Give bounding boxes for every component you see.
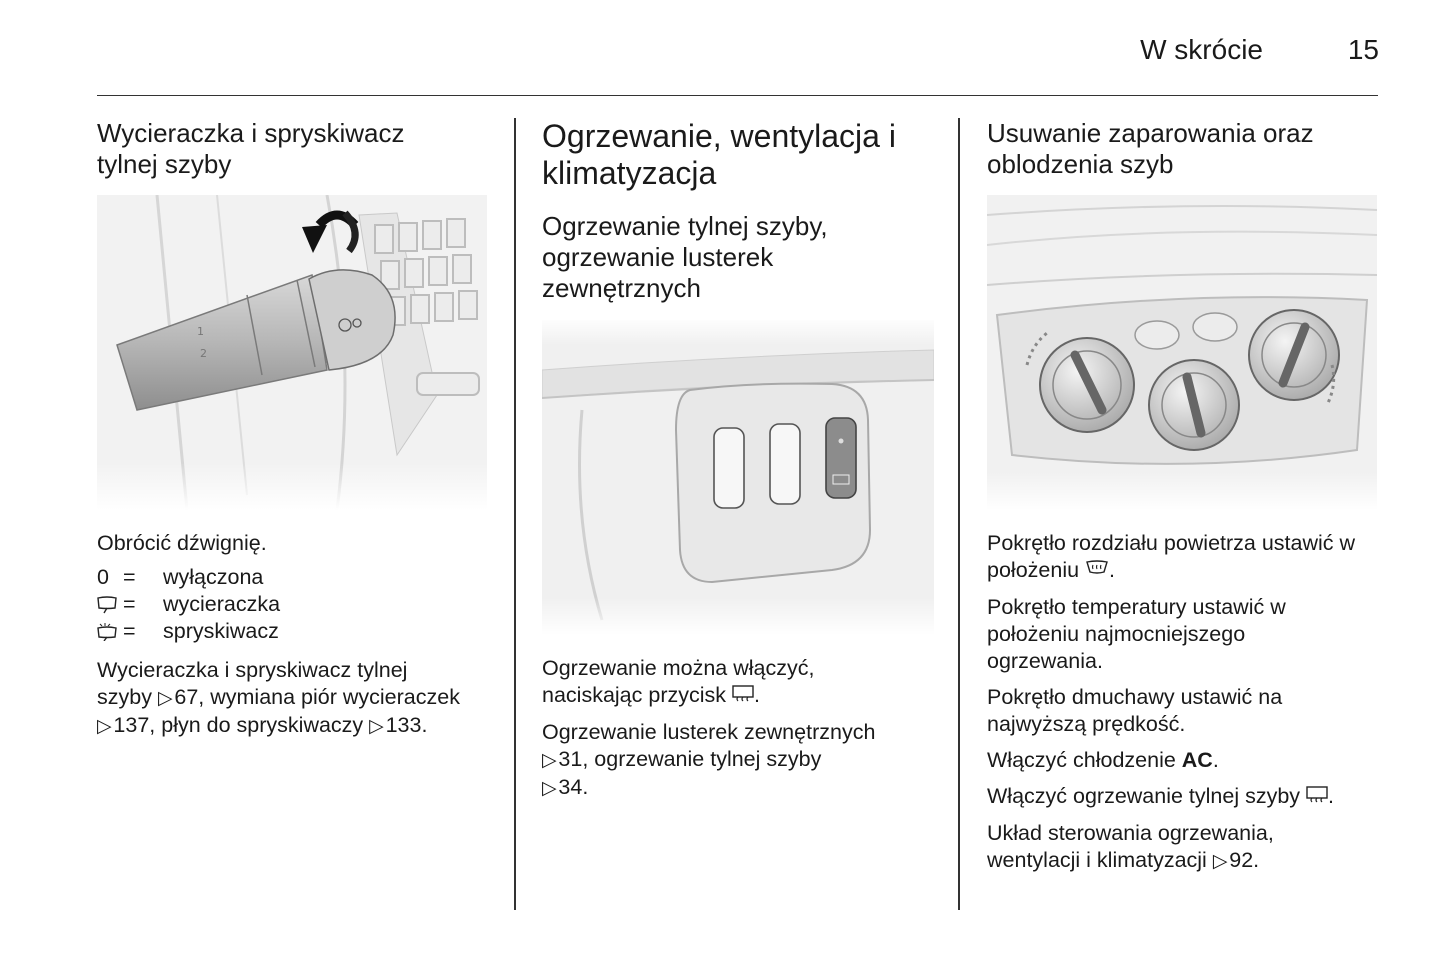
arrow-ref-icon: ▷ <box>542 749 557 771</box>
column-defrost <box>987 118 1379 180</box>
climate-body <box>542 655 934 802</box>
legend-symbol-off: 0 <box>97 565 109 589</box>
section-title: W skrócie <box>1140 34 1263 65</box>
arrow-ref-icon: ▷ <box>97 716 112 737</box>
defrost-body <box>987 530 1379 875</box>
arrow-ref-icon: ▷ <box>1212 850 1228 872</box>
legend-row-washer <box>97 618 487 645</box>
rear-window-heating-icon <box>732 683 754 710</box>
page-ref-link[interactable]: 31 <box>558 746 583 771</box>
legend-label-wiper: wycieraczka <box>163 592 281 616</box>
wiper-lever-illustration <box>97 195 487 510</box>
climate-control-illustration <box>987 195 1377 510</box>
wiper-icon <box>97 596 123 614</box>
column-rear-wiper <box>97 118 487 180</box>
page-ref-link[interactable]: 137 <box>113 713 150 737</box>
column-divider-1 <box>514 118 516 910</box>
rear-window-heating-icon <box>1306 784 1328 811</box>
distribution-knob-step: Pokrętło rozdziału powietrza ustawić w położeniu . <box>987 530 1379 585</box>
legend-equals: = <box>123 565 136 589</box>
climate-system-reference: Układ sterowania ogrzewania, wentylacji i klimatyzacji ▷ 92. <box>987 820 1274 872</box>
page-ref-link[interactable]: 67 <box>174 685 199 709</box>
legend-row-wiper <box>97 591 487 618</box>
legend-row-off <box>97 564 487 591</box>
legend-label-off: wyłączona <box>163 565 264 589</box>
legend-equals: = <box>123 619 136 643</box>
heater-switch-illustration <box>542 320 934 635</box>
windscreen-defrost-icon <box>1085 558 1109 585</box>
page-ref-link[interactable]: 34 <box>558 774 583 799</box>
column-divider-2 <box>958 118 960 910</box>
arrow-ref-icon: ▷ <box>542 777 557 799</box>
arrow-ref-icon: ▷ <box>369 716 384 737</box>
temperature-knob-step: Pokrętło temperatury ustawić w położeniu najmocniejszego ogrzewania. <box>987 594 1286 673</box>
rear-heating-heading: Ogrzewanie tylnej szyby, ogrzewanie lusterek zewnętrznych <box>542 211 828 303</box>
page-ref-link[interactable]: 92 <box>1229 847 1254 872</box>
rotate-lever-instruction: Obrócić dźwignię. <box>97 531 267 555</box>
column-climate <box>542 118 934 304</box>
rear-heating-step: Włączyć ogrzewanie tylnej szyby . <box>987 783 1382 811</box>
ac-label: AC <box>1181 747 1213 772</box>
page-ref-link[interactable]: 133 <box>385 713 422 737</box>
legend-equals: = <box>123 592 136 616</box>
arrow-ref-icon: ▷ <box>157 688 173 709</box>
rear-wiper-heading: Wycieraczka i spryskiwacz tylnej szyby <box>97 118 405 179</box>
rear-wiper-references: Wycieraczka i spryskiwacz tylnej szyby ▷ 67, wymiana piór wycieraczek ▷ 137, płyn do spryskiwaczy ▷ 133. <box>97 658 460 737</box>
legend-label-washer: spryskiwacz <box>163 619 279 643</box>
defrost-heading: Usuwanie zaparowania oraz oblodzenia szyb <box>987 118 1314 179</box>
header-rule <box>97 95 1378 96</box>
wiper-legend <box>97 564 487 645</box>
rear-wiper-body <box>97 530 487 740</box>
washer-icon <box>97 623 123 641</box>
climate-title: Ogrzewanie, wentylacja i klimatyzacja <box>542 118 896 191</box>
heating-references: Ogrzewanie lusterek zewnętrznych ▷ 31, ogrzewanie tylnej szyby ▷ 34. <box>542 719 876 799</box>
ac-step: Włączyć chłodzenie AC. <box>987 747 1219 772</box>
page-number: 15 <box>1347 34 1379 65</box>
heating-button-instruction: Ogrzewanie można włączyć, naciskając przycisk . <box>542 655 872 710</box>
blower-knob-step: Pokrętło dmuchawy ustawić na najwyższą prędkość. <box>987 684 1283 736</box>
